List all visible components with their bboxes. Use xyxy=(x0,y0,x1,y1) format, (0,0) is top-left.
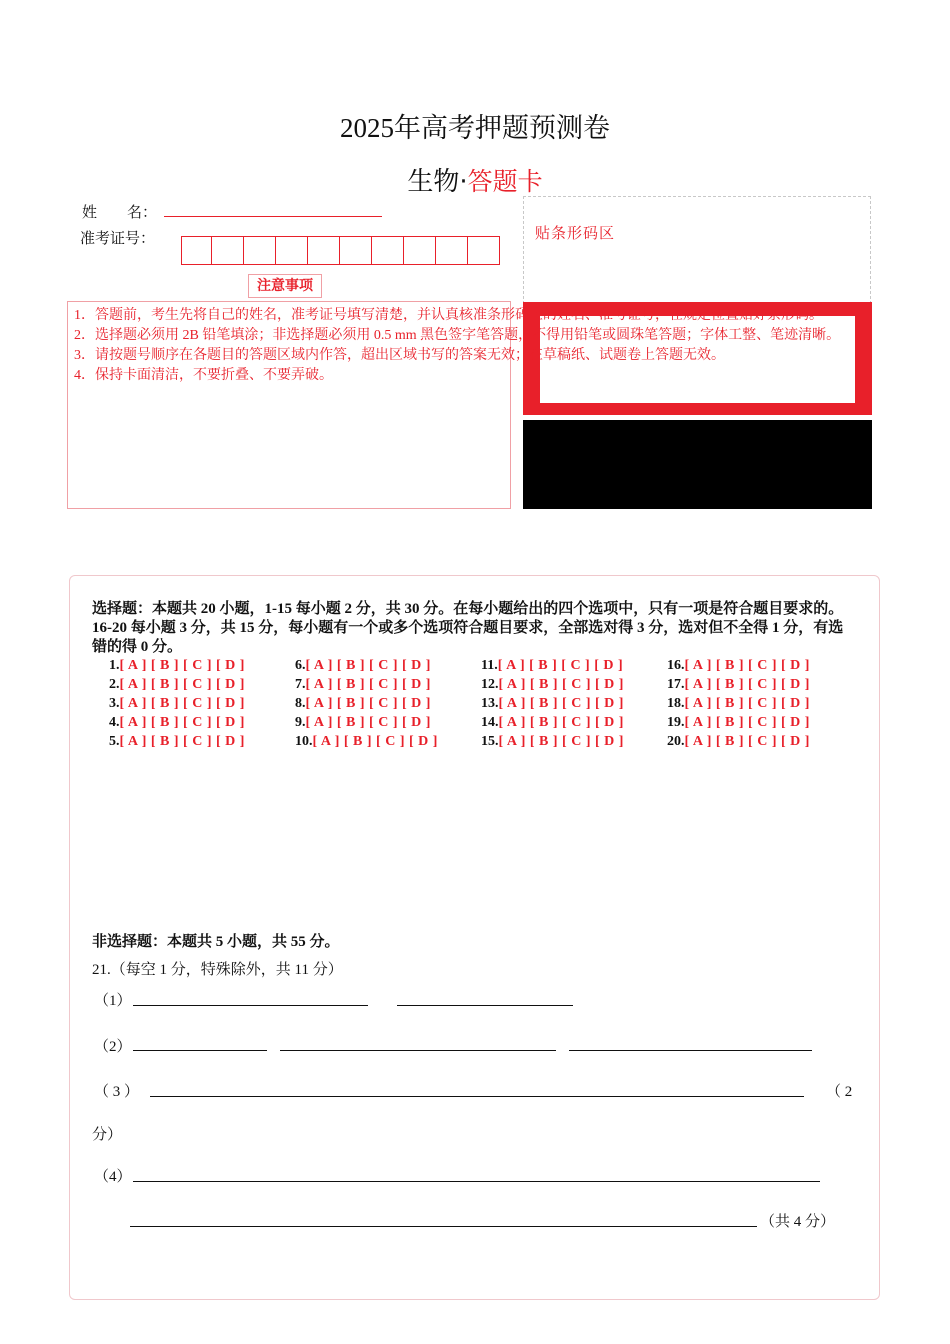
mc-question-row[interactable] xyxy=(667,675,810,694)
question-number: 16. xyxy=(667,658,685,673)
q21-part-3-blank[interactable] xyxy=(150,1096,804,1097)
answer-options[interactable]: [ A ] [ B ] [ C ] [ D ] xyxy=(684,696,810,711)
mc-question-row[interactable] xyxy=(295,732,438,751)
answer-options[interactable]: [ A ] [ B ] [ C ] [ D ] xyxy=(498,715,624,730)
mc-question-row[interactable] xyxy=(481,732,624,751)
black-block xyxy=(523,420,872,509)
question-number: 13. xyxy=(481,696,499,711)
mc-question-row[interactable] xyxy=(295,713,438,732)
answer-options[interactable]: [ A ] [ B ] [ C ] [ D ] xyxy=(498,677,624,692)
answer-options[interactable]: [ A ] [ B ] [ C ] [ D ] xyxy=(305,696,431,711)
q21-part-2-blank-b[interactable] xyxy=(280,1050,556,1051)
question-number: 20. xyxy=(667,734,685,749)
mc-question-row[interactable] xyxy=(481,656,624,675)
answer-options[interactable]: [ A ] [ B ] [ C ] [ D ] xyxy=(497,658,624,673)
question-number: 1. xyxy=(109,658,120,673)
q21-part-2-label: （2） xyxy=(94,1039,132,1055)
q21-part-1-label: （1） xyxy=(94,993,132,1009)
question-number: 2. xyxy=(109,677,120,692)
question-number: 19. xyxy=(667,715,685,730)
mc-column xyxy=(667,656,810,751)
exam-id-digit-box[interactable] xyxy=(181,236,212,265)
question-number: 14. xyxy=(481,715,499,730)
answer-options[interactable]: [ A ] [ B ] [ C ] [ D ] xyxy=(119,696,245,711)
mc-question-row[interactable] xyxy=(667,694,810,713)
question-number: 18. xyxy=(667,696,685,711)
q21-part-4-blank-b[interactable] xyxy=(130,1226,757,1227)
mc-column xyxy=(295,656,438,751)
q21-part-2-blank-a[interactable] xyxy=(133,1050,267,1051)
exam-id-digit-box[interactable] xyxy=(436,236,468,265)
question-number: 17. xyxy=(667,677,685,692)
barcode-area xyxy=(523,196,871,304)
answer-options[interactable]: [ A ] [ B ] [ C ] [ D ] xyxy=(684,677,810,692)
non-choice-heading: 非选择题：本题共 5 小题，共 55 分。 xyxy=(92,934,340,950)
notice-title: 注意事项 xyxy=(248,274,322,298)
exam-id-digit-box[interactable] xyxy=(404,236,436,265)
mc-question-row[interactable] xyxy=(481,675,624,694)
exam-id-boxes xyxy=(181,236,500,266)
notice-item: 1．答题前，考生先将自己的姓名，准考证号填写清楚，并认真核准条形码上的姓名、准考证号，在规定位置贴好条形码。 xyxy=(74,308,823,323)
q21-part-4-score: （共 4 分） xyxy=(760,1214,836,1230)
answer-options[interactable]: [ A ] [ B ] [ C ] [ D ] xyxy=(498,734,624,749)
question-number: 3. xyxy=(109,696,120,711)
answer-options[interactable]: [ A ] [ B ] [ C ] [ D ] xyxy=(305,677,431,692)
mc-question-row[interactable] xyxy=(295,656,438,675)
multiple-choice-instructions: 选择题：本题共 20 小题，1-15 每小题 2 分，共 30 分。在每小题给出的四个选项中，只有一项是符合题目要求的。16-20 每小题 3 分，共 15 分，每小题有一个或多个选项符合题目要求，全部选对得 3 分，选对但不全得 1 分，有选错的得 0 分。 xyxy=(92,601,844,655)
question-number: 4. xyxy=(109,715,120,730)
mc-question-row[interactable] xyxy=(295,675,438,694)
subject-name: 生物· xyxy=(407,167,468,197)
exam-id-digit-box[interactable] xyxy=(340,236,372,265)
mc-question-row[interactable] xyxy=(109,694,245,713)
q21-part-3-score: （ 2 xyxy=(826,1084,853,1100)
mc-question-row[interactable] xyxy=(295,694,438,713)
exam-id-label: 准考证号： xyxy=(80,231,156,247)
exam-id-digit-box[interactable] xyxy=(372,236,404,265)
exam-id-digit-box[interactable] xyxy=(244,236,276,265)
mc-question-row[interactable] xyxy=(109,732,245,751)
card-subtitle xyxy=(0,161,950,198)
q21-part-3-label: （ 3 ） xyxy=(94,1084,140,1100)
q21-part-1-blank-b[interactable] xyxy=(397,1005,573,1006)
q21-part-4-label: （4） xyxy=(94,1169,132,1185)
mc-question-row[interactable] xyxy=(667,713,810,732)
q21-part-1-blank-a[interactable] xyxy=(133,1005,368,1006)
barcode-label: 贴条形码区 xyxy=(535,226,616,242)
q21-part-4-blank-a[interactable] xyxy=(133,1181,820,1182)
question-number: 7. xyxy=(295,677,306,692)
mc-question-row[interactable] xyxy=(667,656,810,675)
answer-options[interactable]: [ A ] [ B ] [ C ] [ D ] xyxy=(305,715,431,730)
notice-item: 3．请按题号顺序在各题目的答题区域内作答，超出区域书写的答案无效；在草稿纸、试题卷上答题无效。 xyxy=(74,348,725,363)
question-number: 8. xyxy=(295,696,306,711)
q21-part-3-score-unit: 分） xyxy=(92,1127,123,1143)
question-number: 10. xyxy=(295,734,313,749)
question-number: 5. xyxy=(109,734,120,749)
mc-column xyxy=(109,656,245,751)
exam-title: 2025年高考押题预测卷 xyxy=(340,113,610,143)
answer-options[interactable]: [ A ] [ B ] [ C ] [ D ] xyxy=(312,734,438,749)
answer-options[interactable]: [ A ] [ B ] [ C ] [ D ] xyxy=(119,677,245,692)
answer-options[interactable]: [ A ] [ B ] [ C ] [ D ] xyxy=(684,658,810,673)
mc-question-row[interactable] xyxy=(667,732,810,751)
answer-options[interactable]: [ A ] [ B ] [ C ] [ D ] xyxy=(119,715,245,730)
q21-part-2-blank-c[interactable] xyxy=(569,1050,812,1051)
mc-column xyxy=(481,656,624,751)
exam-id-digit-box[interactable] xyxy=(276,236,308,265)
mc-question-row[interactable] xyxy=(481,694,624,713)
notice-item: 4．保持卡面清洁，不要折叠、不要弄破。 xyxy=(74,368,333,383)
question-number: 11. xyxy=(481,658,498,673)
exam-id-digit-box[interactable] xyxy=(308,236,340,265)
exam-id-digit-box[interactable] xyxy=(468,236,500,265)
notice-list xyxy=(74,306,840,386)
question-21-title: 21.（每空 1 分，特殊除外，共 11 分） xyxy=(92,962,343,978)
question-number: 15. xyxy=(481,734,499,749)
answer-card-label: 答题卡 xyxy=(467,169,543,196)
mc-question-row[interactable] xyxy=(109,656,245,675)
exam-id-digit-box[interactable] xyxy=(212,236,244,265)
mc-question-row[interactable] xyxy=(481,713,624,732)
answer-options[interactable]: [ A ] [ B ] [ C ] [ D ] xyxy=(119,734,245,749)
question-number: 9. xyxy=(295,715,306,730)
answer-options[interactable]: [ A ] [ B ] [ C ] [ D ] xyxy=(119,658,245,673)
name-label: 姓 名： xyxy=(82,205,158,221)
answer-options[interactable]: [ A ] [ B ] [ C ] [ D ] xyxy=(498,696,624,711)
notice-item: 2．选择题必须用 2B 铅笔填涂；非选择题必须用 0.5 mm 黑色签字笔答题，不得用铅笔或圆珠笔答题；字体工整、笔迹清晰。 xyxy=(74,328,841,343)
answer-options[interactable]: [ A ] [ B ] [ C ] [ D ] xyxy=(684,734,810,749)
name-input-line[interactable] xyxy=(164,216,382,217)
question-number: 12. xyxy=(481,677,499,692)
mc-question-row[interactable] xyxy=(109,675,245,694)
answer-options[interactable]: [ A ] [ B ] [ C ] [ D ] xyxy=(684,715,810,730)
mc-question-row[interactable] xyxy=(109,713,245,732)
answer-options[interactable]: [ A ] [ B ] [ C ] [ D ] xyxy=(305,658,431,673)
question-number: 6. xyxy=(295,658,306,673)
